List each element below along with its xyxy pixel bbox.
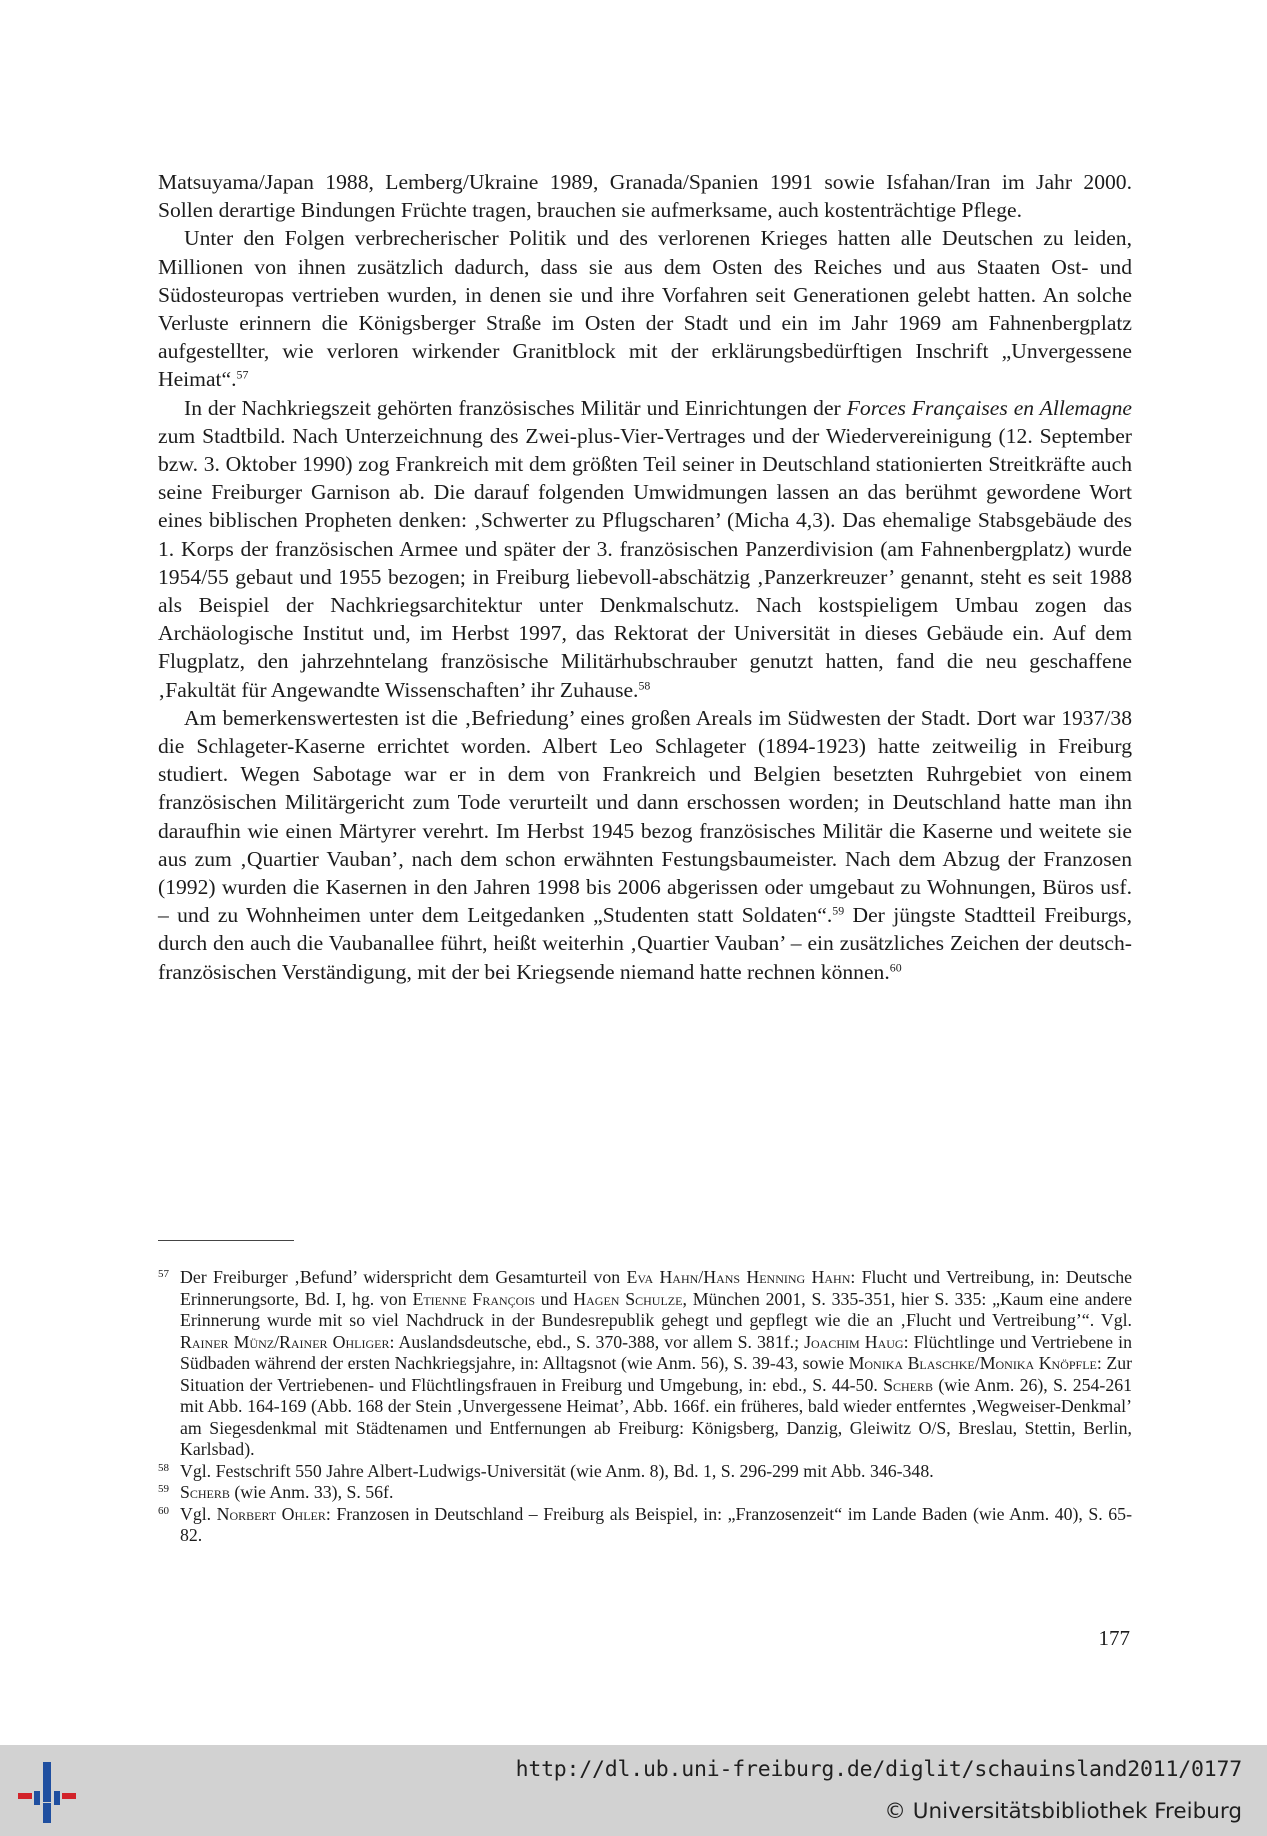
logo-bar bbox=[54, 1791, 60, 1805]
logo-bar bbox=[43, 1803, 51, 1823]
paragraph: In der Nachkriegszeit gehörten französisches Militär und Einrichtungen der Forces Françaises en Allemagne zum Stadtbild. Nach Unterzeichnung des Zwei-plus-Vier-Vertrages und der Wiedervereinigung (12. September bzw. 3. Oktober 1990) zog Frankreich mit dem größten Teil seiner in Deutschland stationierten Streitkräfte auch seine Freiburger Garnison ab. Die darauf folgenden Umwidmungen lassen an das berühmt gewordene Wort eines biblischen Propheten denken: ‚Schwerter zu Pflugscharen’ (Micha 4,3). Das ehemalige Stabsgebäude des 1. Korps der französischen Armee und später der 3. französischen Panzerdivision (am Fahnenbergplatz) wurde 1954/55 gebaut und 1955 bezogen; in Freiburg liebevoll-abschätzig ‚Panzerkreuzer’ genannt, steht es seit 1988 als Beispiel der Nachkriegsarchitektur unter Denkmalschutz. Nach kostspieligem Umbau zogen das Archäologische Institut und, im Herbst 1997, das Rektorat der Universität in dieses Gebäude ein. Auf dem Flugplatz, den jahrzehntelang französische Militärhubschrauber genutzt hatten, fand die neu geschaffene ‚Fakultät für Angewandte Wissenschaften’ ihr Zuhause.$^{58}$ bbox=[158, 395, 1132, 702]
author-name: Norbert Ohler bbox=[216, 1503, 326, 1524]
paragraph: Unter den Folgen verbrecherischer Politik und des verlorenen Krieges hatten alle Deutschen zu leiden, Millionen von ihnen zusätzlich dadurch, dass sie aus dem Osten des Reiches und aus Staaten Ost- und Südosteuropas vertrieben wurden, in denen sie und ihre Vorfahren seit Generationen gelebt hatten. An solche Verluste erinnern die Königsberger Straße im Osten der Stadt und ein im Jahr 1969 am Fahnenbergplatz aufgestellter, wie verloren wirkender Granitblock mit der erklärungsbedürftigen Inschrift „Unvergessene Heimat“.$^{57}$ bbox=[158, 226, 1132, 392]
ub-freiburg-logo-icon[interactable] bbox=[14, 1759, 84, 1825]
author-name: Eva Hahn/Hans Henning Hahn bbox=[626, 1267, 851, 1287]
footnote-number: 59 bbox=[158, 1483, 169, 1495]
footnotes bbox=[158, 1267, 1132, 1547]
author-name: Scherb bbox=[883, 1374, 934, 1395]
logo-bar bbox=[18, 1793, 32, 1799]
logo-bar bbox=[62, 1793, 76, 1799]
footnote-60: 60 Vgl. Norbert Ohler: Franzosen in Deutschland – Freiburg als Beispiel, in: „Franzosenzeit“ im Lande Baden (wie Anm. 40), S. 65-82. bbox=[158, 1504, 1132, 1547]
footnote-separator bbox=[158, 1240, 294, 1241]
author-name: Monika Blaschke/Monika Knöpfle bbox=[848, 1353, 1097, 1373]
paragraph: Am bemerkenswertesten ist die ‚Befriedung’ eines großen Areals im Südwesten der Stadt. Dort war 1937/38 die Schlageter-Kaserne errichtet worden. Albert Leo Schlageter (1894-1923) hatte zeitweilig in Freiburg studiert. Wegen Sabotage war er in dem von Frankreich und Belgien besetzten Ruhrgebiet von einem französischen Militärgericht zum Tode verurteilt und dann erschossen worden; in Deutschland hatte man ihn daraufhin wie einen Märtyrer verehrt. Im Herbst 1945 bezog französisches Militär die Kaserne und weitete sie aus zum ‚Quartier Vauban’, nach dem schon erwähnten Festungsbaumeister. Nach dem Abzug der Franzosen (1992) wurden die Kasernen in den Jahren 1998 bis 2006 abgerissen oder umgebaut zu Wohnungen, Büros usf. – und zu Wohnheimen unter dem Leitgedanken „Studenten statt Soldaten“.$^{59}$ Der jüngste Stadtteil Freiburgs, durch den auch die Vaubanallee führt, heißt weiterhin ‚Quartier Vauban’ – ein zusätzliches Zeichen der deutsch-französischen Verständigung, mit der bei Kriegsende niemand hatte rechnen können.$^{60}$ bbox=[158, 705, 1132, 984]
footnote-ref[interactable]: 57 bbox=[236, 367, 249, 382]
author-name: Etienne François bbox=[412, 1288, 535, 1309]
footnote-ref[interactable]: 60 bbox=[889, 959, 902, 974]
permalink-url[interactable]: http://dl.ub.uni-freiburg.de/diglit/schauinsland2011/0177 bbox=[515, 1757, 1242, 1782]
paragraph: Matsuyama/Japan 1988, Lemberg/Ukraine 1989, Granada/Spanien 1991 sowie Isfahan/Iran im Jahr 2000. Sollen derartige Bindungen Früchte tragen, brauchen sie aufmerksame, auch kostenträchtige Pflege. bbox=[158, 170, 1132, 223]
body-text bbox=[158, 168, 1132, 986]
copyright-notice: © Universitätsbibliothek Freiburg bbox=[884, 1799, 1242, 1824]
author-name: Rainer Münz/Rainer Ohliger bbox=[180, 1331, 390, 1352]
footnote-number: 58 bbox=[158, 1461, 169, 1474]
footnote-number: 57 bbox=[158, 1268, 169, 1280]
footnote-number: 60 bbox=[158, 1504, 169, 1517]
footnote-ref[interactable]: 59 bbox=[832, 903, 845, 918]
author-name: Hagen Schulze bbox=[573, 1288, 683, 1309]
author-name: Joachim Haug bbox=[804, 1331, 904, 1352]
footer-bar bbox=[0, 1745, 1267, 1836]
footnote-ref[interactable]: 58 bbox=[638, 677, 651, 692]
author-name: Scherb bbox=[180, 1482, 230, 1502]
footnote-57: 57 Der Freiburger ‚Befund’ widerspricht dem Gesamturteil von Eva Hahn/Hans Henning Hahn: Flucht und Vertreibung, in: Deutsche Erinnerungsorte, Bd. I, hg. von Etienne François und Hagen Schulze, München 2001, S. 335-351, hier S. 335: „Kaum eine andere Erinnerung wurde mit so viel Nachdruck in der Bundesrepublik gehegt und gepflegt wie die an ‚Flucht und Vertreibung’“. Vgl. Rainer Münz/Rainer Ohliger: Auslandsdeutsche, ebd., S. 370-388, vor allem S. 381f.; Joachim Haug: Flüchtlinge und Vertriebene in Südbaden während der ersten Nachkriegsjahre, in: Alltagsnot (wie Anm. 56), S. 39-43, sowie Monika Blaschke/Monika Knöpfle: Zur Situation der Vertriebenen- und Flüchtlingsfrauen in Freiburg und Umgebung, in: ebd., S. 44-50. Scherb (wie Anm. 26), S. 254-261 mit Abb. 164-169 (Abb. 168 der Stein ‚Unvergessene Heimat’, Abb. 166f. ein früheres, bald wieder entferntes ‚Wegweiser-Denkmal’ am Siegesdenkmal mit Städtenamen und Entfernungen ab Freiburg: Königsberg, Danzig, Gleiwitz O/S, Breslau, Stettin, Berlin, Karlsbad). bbox=[158, 1267, 1132, 1461]
italic-term: Forces Françaises en Allemagne bbox=[846, 395, 1132, 420]
logo-bar bbox=[43, 1762, 51, 1802]
page-number: 177 bbox=[1098, 1626, 1130, 1650]
logo-bar bbox=[34, 1791, 40, 1805]
footnote-59: 59 Scherb (wie Anm. 33), S. 56f. bbox=[158, 1482, 1132, 1504]
footnote-58: 58 Vgl. Festschrift 550 Jahre Albert-Ludwigs-Universität (wie Anm. 8), Bd. 1, S. 296-299 mit Abb. 346-348. bbox=[158, 1461, 1132, 1483]
